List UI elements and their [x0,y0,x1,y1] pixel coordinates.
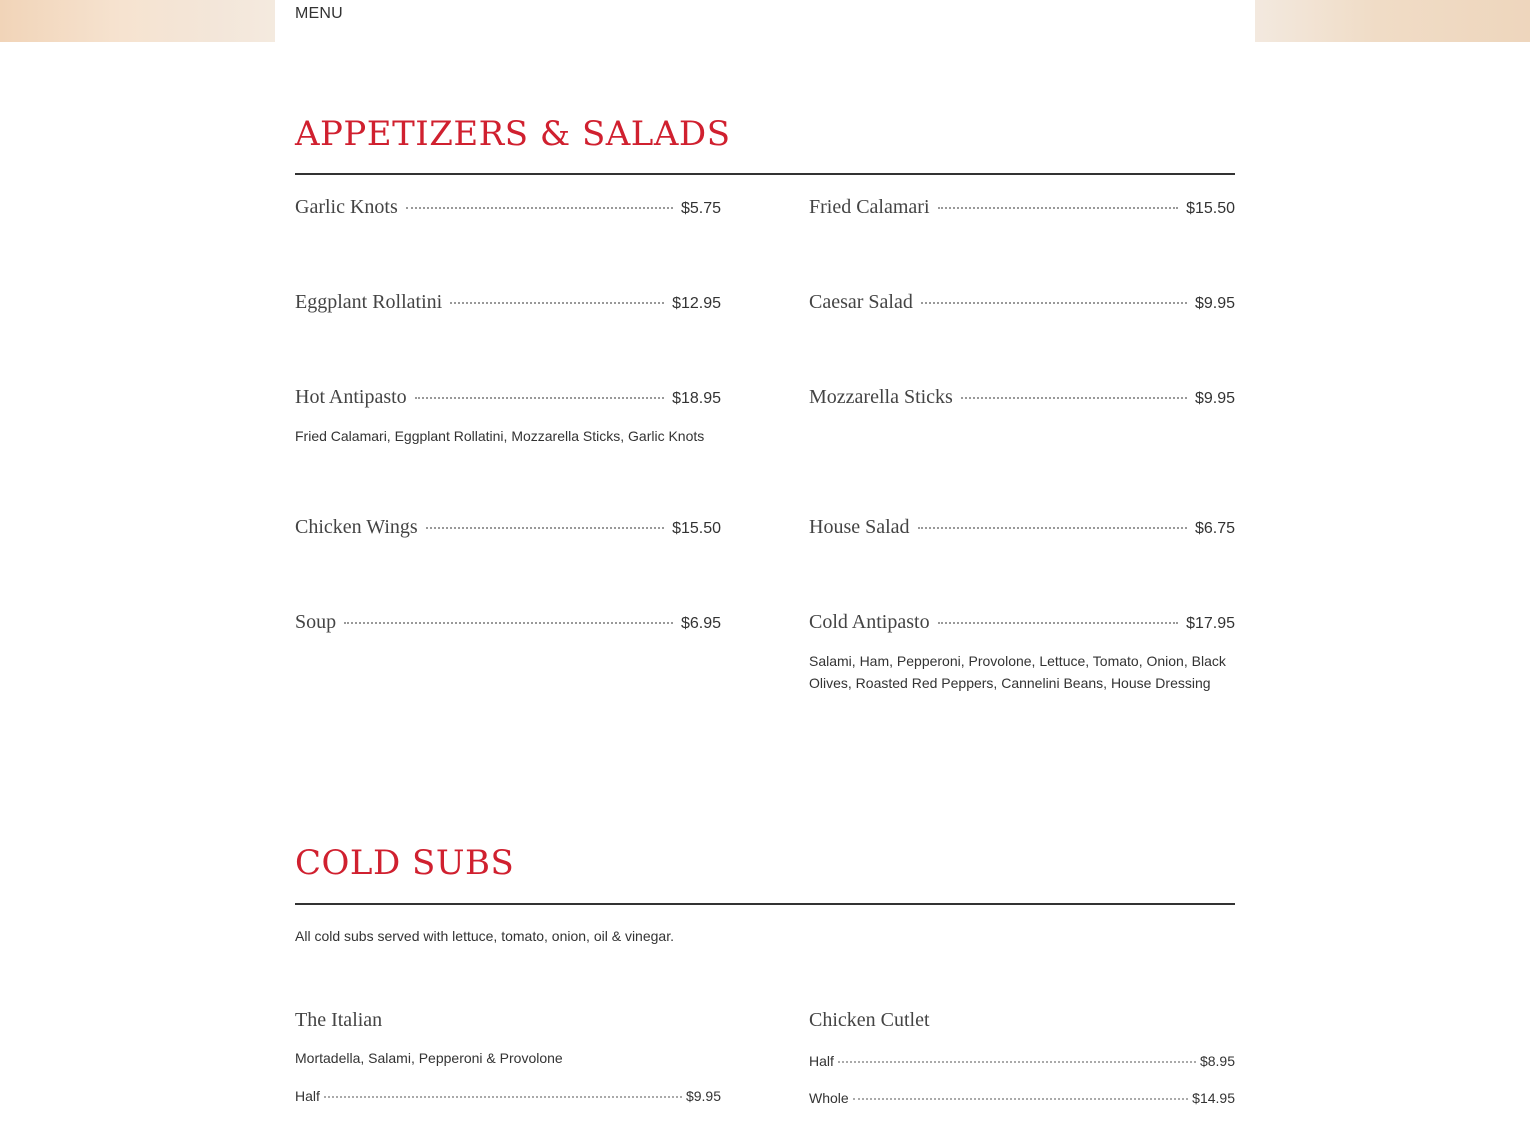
item-name: Caesar Salad [809,291,913,313]
item-price: $5.75 [680,200,721,217]
section-title-cold-subs: COLD SUBS [295,843,515,883]
dot-leader [938,207,1179,209]
dot-leader [853,1098,1188,1100]
item-description: Fried Calamari, Eggplant Rollatini, Mozzarella Sticks, Garlic Knots [295,428,705,444]
dot-leader [415,397,664,399]
item-name: Hot Antipasto [295,386,407,408]
section-title-appetizers: APPETIZERS & SALADS [295,114,731,154]
item-price: $12.95 [672,295,721,312]
item-description: Salami, Ham, Pepperoni, Provolone, Lettuce, Tomato, Onion, Black Olives, Roasted Red Peppers, Cannelini Beans, House Dressing [809,653,1226,691]
item-name: Garlic Knots [295,196,398,218]
menu-item [809,516,1235,546]
item-price: $9.95 [1194,390,1235,407]
item-price: $9.95 [1194,295,1235,312]
size-price: $8.95 [1199,1053,1235,1069]
item-name: Fried Calamari [809,196,930,218]
menu-item [295,196,721,226]
size-label: Half [809,1053,834,1069]
dot-leader [921,302,1187,304]
dot-leader [450,302,664,304]
item-name: Mozzarella Sticks [809,386,953,408]
dot-leader [961,397,1187,399]
section-divider [295,173,1235,175]
menu-nav-link[interactable]: MENU [295,5,343,22]
size-option-row [809,1053,1235,1075]
section-note: All cold subs served with lettuce, tomato, onion, oil & vinegar. [295,928,674,944]
item-price: $18.95 [672,390,721,407]
size-label: Half [295,1088,320,1104]
item-price: $15.50 [672,520,721,537]
item-name: Cold Antipasto [809,611,930,633]
item-description: Mortadella, Salami, Pepperoni & Provolone [295,1050,563,1066]
size-option-row [295,1088,721,1110]
dot-leader [406,207,673,209]
item-price: $15.50 [1186,200,1235,217]
dot-leader [938,622,1178,624]
item-name: Eggplant Rollatini [295,291,443,313]
menu-item [295,291,721,321]
item-name: Soup [295,611,337,633]
menu-item [809,611,1235,641]
dot-leader [918,527,1187,529]
item-name: Chicken Wings [295,516,418,538]
item-name: House Salad [809,516,910,538]
menu-item [809,196,1235,226]
item-price: $6.95 [680,615,721,632]
menu-item [295,611,721,641]
dot-leader [344,622,673,624]
menu-item [809,291,1235,321]
size-label: Whole [809,1090,849,1106]
dot-leader [324,1096,682,1098]
item-name: The Italian [295,1009,383,1031]
item-name: Chicken Cutlet [809,1009,930,1031]
section-divider [295,903,1235,905]
size-price: $14.95 [1192,1090,1235,1106]
size-price: $9.95 [685,1088,721,1104]
item-price: $17.95 [1186,615,1235,632]
menu-item [295,386,721,416]
dot-leader [838,1061,1196,1063]
size-option-row [809,1090,1235,1112]
menu-item [809,386,1235,416]
item-price: $6.75 [1194,520,1235,537]
menu-item [295,516,721,546]
dot-leader [426,527,664,529]
top-nav-bar [275,0,1255,42]
